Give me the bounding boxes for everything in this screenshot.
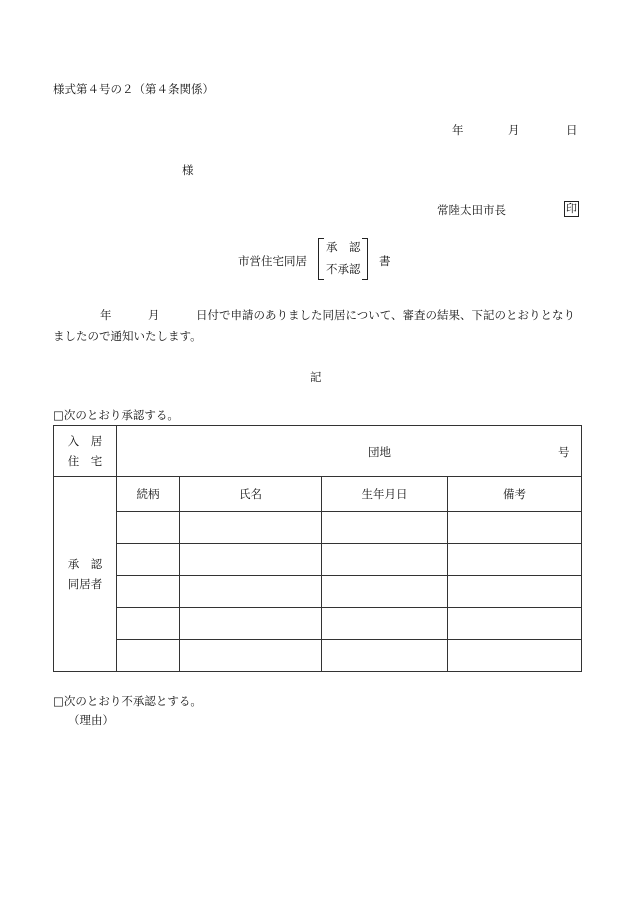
cell-relation[interactable] [117,512,180,544]
body-line1-text: 日付で申請のありました同居について、審査の結果、下記のとおりとなり [196,308,576,322]
approval-table [53,425,582,672]
column-header-birthdate: 生年月日 [322,477,448,512]
residence-row [54,426,582,477]
table-row [54,544,582,576]
cell-name[interactable] [180,640,322,672]
table-row [54,512,582,544]
cell-relation[interactable] [117,640,180,672]
cell-remarks[interactable] [448,640,582,672]
reason-label: （理由） [68,713,114,727]
residence-label-cell [54,426,117,477]
cell-remarks[interactable] [448,608,582,640]
title-option-approve: 承 認 [326,240,361,254]
danchi-label: 団地 [368,445,391,459]
ki-heading: 記 [310,370,322,384]
residence-label-line2: 住 宅 [67,454,103,468]
date-year-label: 年 [452,123,464,137]
residence-value-cell [117,426,582,477]
cell-name[interactable] [180,512,322,544]
body-year: 年 [100,308,112,322]
date-day-label: 日 [566,123,578,137]
column-header-remarks: 備考 [448,477,582,512]
cell-birthdate[interactable] [322,576,448,608]
form-number: 様式第４号の２（第４条関係） [53,82,214,96]
approval-bracket [318,238,368,280]
body-month: 月 [148,308,160,322]
cell-relation[interactable] [117,576,180,608]
body-line2-text: ましたので通知いたします。 [53,329,202,343]
cell-relation[interactable] [117,544,180,576]
title-option-disapprove: 不承認 [326,262,361,276]
cell-remarks[interactable] [448,576,582,608]
issuer-name: 常陸太田市長 [437,203,506,217]
cell-birthdate[interactable] [322,544,448,576]
cell-birthdate[interactable] [322,640,448,672]
go-label: 号 [558,445,570,459]
cell-name[interactable] [180,608,322,640]
occupant-label-line2: 同居者 [67,577,103,591]
bracket-left [318,238,324,280]
seal-mark: 印 [566,202,577,215]
residence-label-line1: 入 居 [67,434,103,448]
addressee-suffix: 様 [182,163,194,177]
title-prefix: 市営住宅同居 [238,254,307,268]
cell-relation[interactable] [117,608,180,640]
column-header-name: 氏名 [180,477,322,512]
cell-remarks[interactable] [448,512,582,544]
occupant-label-line1: 承 認 [67,557,103,571]
column-header-row [54,477,582,512]
approve-checkbox-label: □次のとおり承認する。 [53,408,179,422]
table-row [54,640,582,672]
disapprove-checkbox-label: □次のとおり不承認とする。 [53,694,202,708]
cell-birthdate[interactable] [322,512,448,544]
date-month-label: 月 [508,123,520,137]
cell-name[interactable] [180,576,322,608]
document-title [238,236,418,282]
table-row [54,576,582,608]
cell-birthdate[interactable] [322,608,448,640]
cell-name[interactable] [180,544,322,576]
column-header-relation: 続柄 [117,477,180,512]
title-suffix: 書 [379,254,391,268]
occupant-label-cell [54,477,117,672]
cell-remarks[interactable] [448,544,582,576]
table-row [54,608,582,640]
bracket-right [362,238,368,280]
